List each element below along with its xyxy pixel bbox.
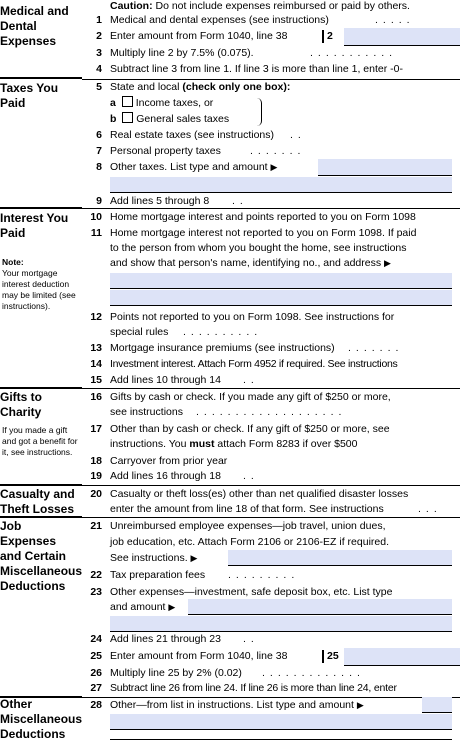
- line-number: 28: [90, 699, 102, 711]
- line-6-text: Real estate taxes (see instructions): [110, 129, 274, 141]
- interest-note-text: Your mortgage interest deduction may be limited (see instructions).: [2, 268, 76, 311]
- leader-dots: ..: [243, 633, 259, 645]
- line-number: 11: [90, 227, 102, 239]
- line-28-type-field-1[interactable]: [422, 697, 452, 713]
- line-2-amount-field[interactable]: [344, 28, 460, 46]
- line-23-text-1: Other expenses—investment, safe deposit box, etc. List type: [110, 586, 393, 598]
- line-number: 16: [90, 391, 102, 403]
- line-17-must: must: [189, 438, 215, 450]
- sales-taxes-checkbox[interactable]: [122, 112, 133, 123]
- section-divider: [82, 79, 460, 80]
- line-number: 26: [90, 667, 102, 679]
- interest-note-label: Note:: [2, 257, 24, 267]
- line-16-text-1: Gifts by cash or check. If you made any gift of $250 or more,: [110, 391, 391, 403]
- line-21-text-1: Unreimbursed employee expenses—job travel, union dues,: [110, 520, 386, 532]
- interest-note: [2, 257, 78, 312]
- line-5-text-b: (check only one box):: [182, 81, 291, 93]
- section-taxes: Taxes You Paid: [0, 81, 59, 110]
- arrow-icon: ▶: [384, 258, 391, 268]
- section-gifts: Gifts to Charity: [0, 390, 42, 419]
- line-19-text: Add lines 16 through 18: [110, 470, 221, 482]
- arrow-icon: ▶: [190, 553, 198, 563]
- line-number: 22: [90, 569, 102, 581]
- line-7-text: Personal property taxes: [110, 145, 221, 157]
- line-23-type-field-2[interactable]: [110, 616, 452, 632]
- line-number: 6: [96, 129, 102, 141]
- line-number: 23: [90, 586, 102, 598]
- leader-dots: .........: [228, 569, 300, 581]
- leader-dots: .............: [262, 667, 365, 679]
- line-number: 7: [96, 145, 102, 157]
- line-26-text: Multiply line 25 by 2% (0.02): [110, 667, 242, 679]
- line-number: 20: [90, 488, 102, 500]
- line-16-text-2: see instructions: [110, 406, 183, 418]
- line-28-rule: [110, 739, 452, 740]
- leader-dots: ...: [418, 503, 442, 515]
- line-25-amount-field[interactable]: [344, 648, 460, 666]
- line-12-text-2: special rules: [110, 326, 169, 338]
- line-number: 5: [96, 81, 102, 93]
- section-divider: [82, 388, 460, 389]
- line-9-text: Add lines 5 through 8: [110, 195, 210, 207]
- section-interest: Interest You Paid: [0, 211, 69, 240]
- arrow-icon: ▶: [168, 602, 176, 612]
- line-number: 4: [96, 63, 102, 75]
- line-21-text-3-label: See instructions.: [110, 552, 188, 564]
- line-15-text: Add lines 10 through 14: [110, 374, 221, 386]
- line-21-text-3: [110, 552, 197, 565]
- line-number: 13: [90, 342, 102, 354]
- line-14-text: Investment interest. Attach Form 4952 if required. See instructions: [110, 358, 398, 370]
- leader-dots: .......: [348, 342, 404, 354]
- section-divider: [82, 697, 460, 698]
- line-12-text-1: Points not reported to you on Form 1098. See instructions for: [110, 311, 395, 323]
- leader-dots: .......: [250, 145, 306, 157]
- brace: [257, 98, 262, 126]
- line-number: 2: [96, 30, 102, 42]
- caution-line: [110, 0, 410, 13]
- section-divider: [0, 516, 82, 518]
- leader-dots: ..: [232, 195, 248, 207]
- section-divider: [82, 208, 460, 209]
- gifts-note: If you made a gift and got a benefit for it, see instructions.: [2, 425, 78, 457]
- line-11-name-field-2[interactable]: [110, 290, 452, 306]
- line-27-text: Subtract line 26 from line 24. If line 26 is more than line 24, enter: [110, 682, 397, 694]
- line-5a-row: [110, 96, 213, 110]
- line-17-text-2b: attach Form 8283 if over $500: [214, 438, 358, 450]
- line-number: 8: [96, 161, 102, 173]
- line-25-box-label: 25: [322, 650, 339, 663]
- section-divider: [82, 485, 460, 486]
- line-11-text-3-label: and show that person's name, identifying no., and address: [110, 257, 382, 269]
- arrow-icon: ▶: [270, 162, 278, 172]
- caution-label: Caution:: [110, 0, 153, 12]
- line-number: 9: [96, 195, 102, 207]
- section-divider: [0, 484, 82, 486]
- line-24-text: Add lines 21 through 23: [110, 633, 221, 645]
- line-8-type-field[interactable]: [318, 159, 452, 176]
- line-8-text: [110, 161, 277, 174]
- line-25-text: Enter amount from Form 1040, line 38: [110, 650, 288, 662]
- leader-dots: ..: [290, 129, 306, 141]
- section-casualty: Casualty and Theft Losses: [0, 487, 75, 516]
- line-23-type-field-1[interactable]: [188, 599, 452, 615]
- line-28-text-label: Other—from list in instructions. List type and amount: [110, 699, 354, 711]
- line-10-text: Home mortgage interest and points reported to you on Form 1098: [110, 211, 416, 223]
- line-21-type-field[interactable]: [228, 550, 452, 566]
- line-5b-text: General sales taxes: [136, 113, 230, 125]
- line-2-text: Enter amount from Form 1040, line 38: [110, 30, 288, 42]
- line-number: 14: [90, 358, 102, 370]
- line-number: 1: [96, 14, 102, 26]
- line-18-text: Carryover from prior year: [110, 455, 228, 467]
- leader-dots: ..: [243, 374, 259, 386]
- line-20-text-2: enter the amount from line 18 of that form. See instructions: [110, 503, 384, 515]
- line-number: 17: [90, 423, 102, 435]
- line-number: 18: [90, 455, 102, 467]
- section-job-expenses: Job Expenses and Certain Miscellaneous Deductions: [0, 519, 83, 593]
- line-17-text-1: Other than by cash or check. If any gift of $250 or more, see: [110, 423, 390, 435]
- line-number: 10: [90, 211, 102, 223]
- line-number: 27: [90, 682, 102, 694]
- line-11-text-1: Home mortgage interest not reported to you on Form 1098. If paid: [110, 227, 417, 239]
- line-11-text-3: [110, 257, 391, 270]
- leader-dots: .....: [375, 14, 415, 26]
- line-17-text-2: [110, 438, 357, 451]
- line-5b-label: b: [110, 113, 117, 125]
- line-28-text: [110, 699, 364, 712]
- line-number: 12: [90, 311, 102, 323]
- line-20-text-1: Casualty or theft loss(es) other than net qualified disaster losses: [110, 488, 409, 500]
- line-28-type-field-2[interactable]: [110, 714, 452, 730]
- line-number: 15: [90, 374, 102, 386]
- arrow-icon: ▶: [356, 700, 364, 710]
- line-21-text-2: job education, etc. Attach Form 2106 or 2106-EZ if required.: [110, 536, 389, 548]
- line-17-text-2a: instructions. You: [110, 438, 190, 450]
- line-5-text-a: State and local: [110, 81, 183, 93]
- leader-dots: ...........: [310, 47, 398, 59]
- section-divider: [0, 77, 82, 79]
- line-number: 19: [90, 470, 102, 482]
- line-3-text: Multiply line 2 by 7.5% (0.075).: [110, 47, 254, 59]
- section-divider: [82, 517, 460, 518]
- line-23-text-2: [110, 601, 175, 614]
- leader-dots: ..........: [183, 326, 263, 338]
- line-1-text: Medical and dental expenses (see instructions): [110, 14, 329, 26]
- line-number: 3: [96, 47, 102, 59]
- line-11-text-2: to the person from whom you bought the home, see instructions: [110, 242, 407, 254]
- line-2-box-label: 2: [322, 30, 333, 43]
- section-divider: [0, 387, 82, 389]
- section-other: Other Miscellaneous Deductions: [0, 697, 83, 741]
- income-taxes-checkbox[interactable]: [122, 96, 133, 107]
- line-5a-text: Income taxes, or: [135, 97, 214, 109]
- line-5b-row: [110, 112, 229, 126]
- line-8-label: Other taxes. List type and amount: [110, 161, 268, 173]
- line-number: 25: [90, 650, 102, 662]
- caution-text: Do not include expenses reimbursed or paid by others.: [152, 0, 410, 12]
- leader-dots: ...................: [196, 406, 347, 418]
- section-medical: Medical and Dental Expenses: [0, 4, 69, 48]
- line-11-name-field-1[interactable]: [110, 273, 452, 289]
- line-8-type-field-2[interactable]: [110, 177, 452, 193]
- line-5-text: [110, 81, 290, 94]
- line-number: 24: [90, 633, 102, 645]
- section-divider: [0, 207, 82, 209]
- line-number: 21: [90, 520, 102, 532]
- line-22-text: Tax preparation fees: [110, 569, 206, 581]
- leader-dots: ..: [243, 470, 259, 482]
- line-5a-label: a: [110, 97, 116, 109]
- line-23-text-2-label: and amount: [110, 601, 166, 613]
- line-13-text: Mortgage insurance premiums (see instructions): [110, 342, 335, 354]
- line-4-text: Subtract line 3 from line 1. If line 3 is more than line 1, enter -0-: [110, 63, 403, 75]
